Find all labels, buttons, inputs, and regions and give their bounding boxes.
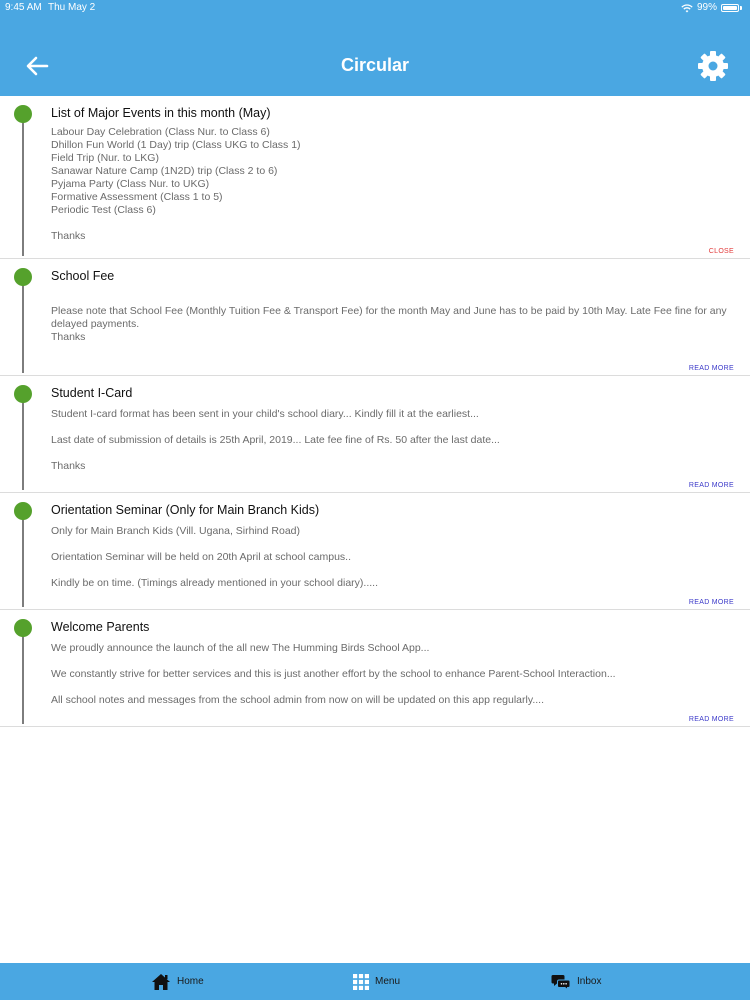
circular-card	[0, 259, 750, 376]
body-line: Pyjama Party (Class Nur. to UKG)	[51, 178, 210, 190]
circular-body	[51, 126, 741, 243]
timeline-dot	[14, 268, 32, 286]
body-line: Kindly be on time. (Timings already mentioned in your school diary).....	[51, 577, 379, 589]
body-line: Thanks	[51, 230, 86, 242]
settings-button[interactable]	[694, 47, 732, 85]
timeline-line	[22, 273, 24, 373]
body-line: Thanks	[51, 331, 86, 343]
status-right	[681, 0, 742, 16]
body-line: Thanks	[51, 460, 86, 472]
circular-card	[0, 376, 750, 493]
bottom-tab-bar	[0, 963, 750, 1000]
body-line: Last date of submission of details is 25th April, 2019... Late fee fine of Rs. 50 after the last date...	[51, 434, 500, 446]
read-more-button[interactable]: READ MORE	[688, 599, 734, 606]
circular-body	[51, 305, 741, 344]
tab-menu-label: Menu	[375, 976, 401, 987]
tab-menu[interactable]	[353, 963, 400, 1000]
status-time: 9:45 AM	[5, 2, 42, 13]
grid-menu-icon	[353, 974, 369, 990]
circular-title: Student I-Card	[51, 386, 133, 400]
circular-body	[51, 408, 741, 473]
circular-card	[0, 610, 750, 727]
status-bar	[0, 0, 750, 16]
body-spacer	[51, 564, 741, 577]
body-line: Please note that School Fee (Monthly Tuition Fee & Transport Fee) for the month May and June has to be paid by 10th May. Late Fee fine for any delayed payments.	[51, 305, 727, 330]
read-more-button[interactable]: READ MORE	[688, 716, 734, 723]
read-more-button[interactable]: READ MORE	[688, 365, 734, 372]
body-line: Periodic Test (Class 6)	[51, 204, 156, 216]
body-line: Labour Day Celebration (Class Nur. to Class 6)	[51, 126, 270, 138]
body-line: Field Trip (Nur. to LKG)	[51, 152, 159, 164]
battery-percent: 99%	[696, 2, 717, 13]
page-title: Circular	[340, 55, 410, 75]
body-line: Orientation Seminar will be held on 20th April at school campus..	[51, 551, 351, 563]
timeline-dot	[14, 502, 32, 520]
body-line: Student I-card format has been sent in your child's school diary... Kindly fill it at the earliest...	[51, 408, 479, 420]
gear-icon	[697, 50, 729, 82]
circular-card	[0, 493, 750, 610]
body-line: Only for Main Branch Kids (Vill. Ugana, Sirhind Road)	[51, 525, 301, 537]
body-line: Dhillon Fun World (1 Day) trip (Class UKG to Class 1)	[51, 139, 301, 151]
circular-card	[0, 96, 750, 259]
body-spacer	[51, 217, 741, 230]
tab-inbox-label: Inbox	[577, 976, 602, 987]
circular-list	[0, 96, 750, 727]
home-icon	[151, 973, 171, 991]
timeline-line	[22, 110, 24, 256]
circular-title: School Fee	[51, 269, 115, 283]
timeline-line	[22, 624, 24, 724]
body-line: Formative Assessment (Class 1 to 5)	[51, 191, 223, 203]
wifi-icon	[681, 4, 693, 13]
body-spacer	[51, 681, 741, 694]
body-spacer	[51, 655, 741, 668]
chat-bubbles-icon	[551, 974, 571, 990]
tab-home[interactable]	[151, 963, 204, 1000]
body-line: All school notes and messages from the school admin from now on will be updated on this app regularly....	[51, 694, 544, 706]
circular-body	[51, 642, 741, 707]
body-line: We proudly announce the launch of the all new The Humming Birds School App...	[51, 642, 430, 654]
close-button[interactable]: CLOSE	[708, 248, 734, 255]
body-spacer	[51, 447, 741, 460]
circular-title: List of Major Events in this month (May)	[51, 106, 271, 120]
body-spacer	[51, 421, 741, 434]
circular-title: Orientation Seminar (Only for Main Branch Kids)	[51, 503, 320, 517]
timeline-dot	[14, 385, 32, 403]
tab-inbox[interactable]	[551, 963, 601, 1000]
timeline-dot	[14, 105, 32, 123]
circular-body	[51, 525, 741, 590]
battery-icon	[721, 4, 739, 12]
circular-title: Welcome Parents	[51, 620, 150, 634]
tab-home-label: Home	[177, 976, 204, 987]
battery-tip	[740, 6, 742, 10]
timeline-line	[22, 507, 24, 607]
timeline-line	[22, 390, 24, 490]
app-header	[0, 0, 750, 96]
body-line: We constantly strive for better services and this is just another effort by the school to enhance Parent-School Interaction...	[51, 668, 616, 680]
read-more-button[interactable]: READ MORE	[688, 482, 734, 489]
timeline-dot	[14, 619, 32, 637]
status-date: Thu May 2	[48, 2, 96, 13]
body-line: Sanawar Nature Camp (1N2D) trip (Class 2 to 6)	[51, 165, 278, 177]
body-spacer	[51, 538, 741, 551]
